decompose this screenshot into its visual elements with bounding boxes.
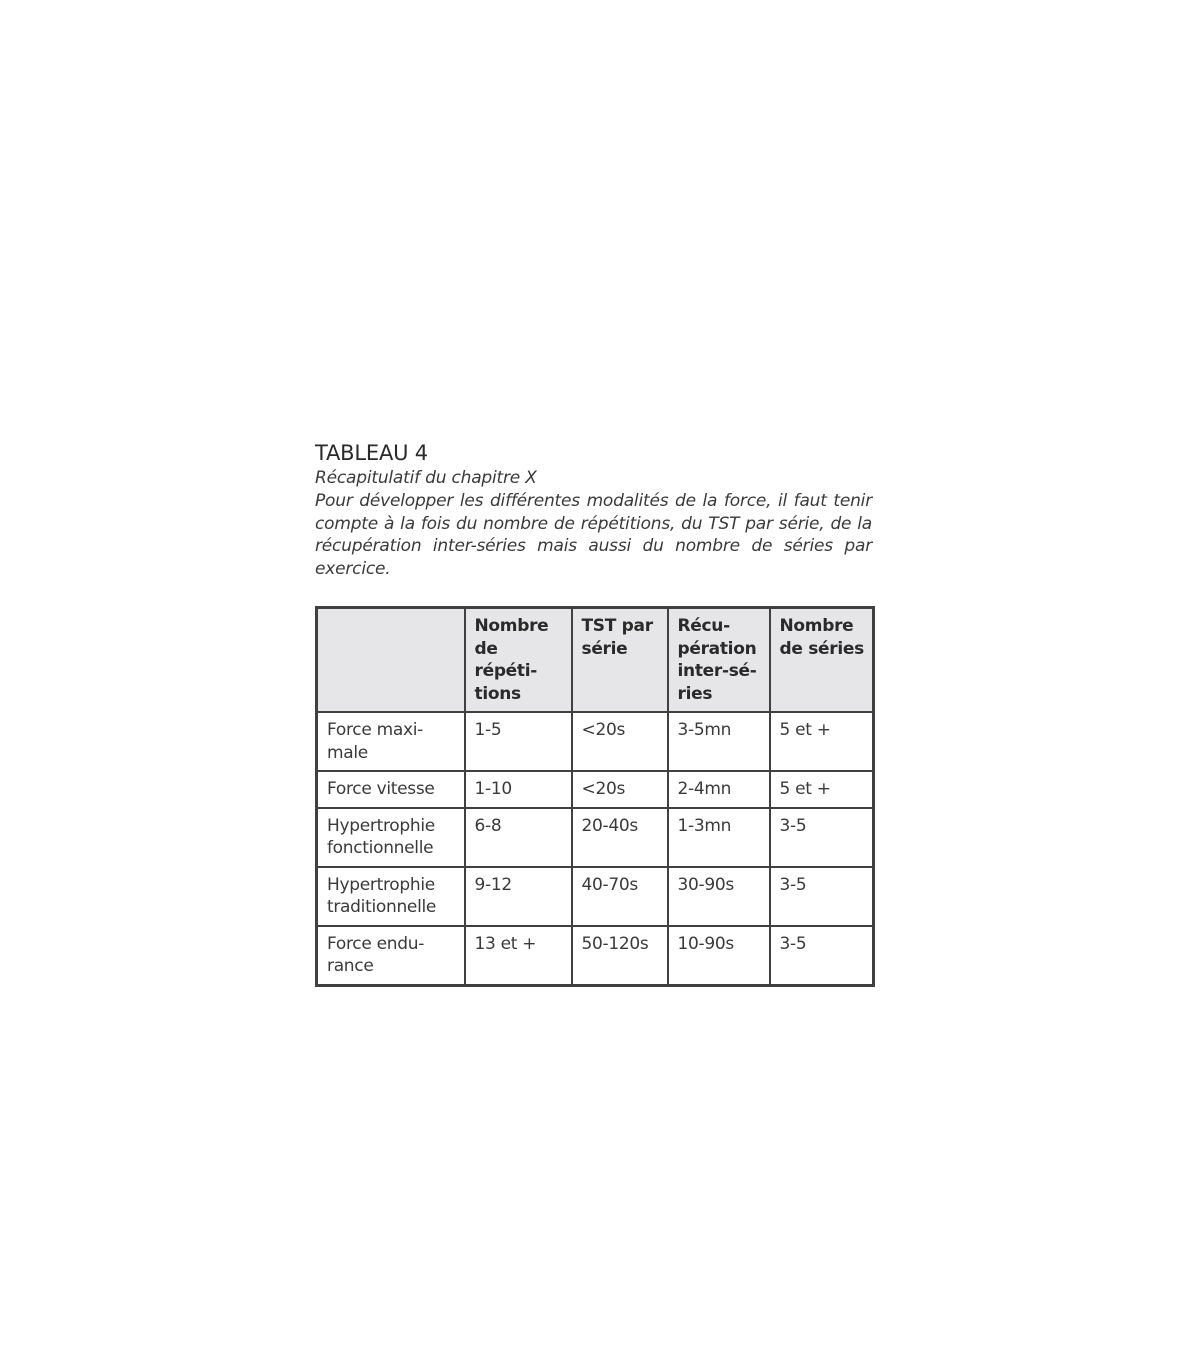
row-label-cell: Force maxi- male: [317, 712, 465, 771]
row-label-cell: Force vitesse: [317, 771, 465, 808]
header-cell-repetitions: Nombre de répéti- tions: [465, 608, 572, 713]
table-cell: <20s: [572, 771, 668, 808]
row-label-cell: Hypertrophie fonctionnelle: [317, 808, 465, 867]
table-cell: <20s: [572, 712, 668, 771]
table-row: [317, 808, 874, 867]
table-cell: 30-90s: [668, 867, 770, 926]
row-label-cell: Hypertrophie traditionnelle: [317, 867, 465, 926]
table-cell: 1-5: [465, 712, 572, 771]
table-subtitle: Récapitulatif du chapitre X: [315, 468, 537, 488]
header-cell-series: Nombre de séries: [770, 608, 874, 713]
table-description: Pour développer les différentes modalités de la force, il faut tenir compte à la fois du nombre de répétitions, du TST par série, de la récupération inter-séries mais aussi du nombre de séries par exercice.: [315, 491, 872, 579]
header-row: [317, 608, 874, 713]
table-cell: 3-5: [770, 867, 874, 926]
header-cell-empty: [317, 608, 465, 713]
table-cell: 5 et +: [770, 771, 874, 808]
table-cell: 10-90s: [668, 926, 770, 986]
table-caption-block: [315, 440, 872, 580]
table-cell: 6-8: [465, 808, 572, 867]
table-cell: 50-120s: [572, 926, 668, 986]
row-label-cell: Force endu- rance: [317, 926, 465, 986]
table-cell: 5 et +: [770, 712, 874, 771]
table-row: [317, 867, 874, 926]
summary-table: [315, 606, 875, 987]
header-cell-tst: TST par série: [572, 608, 668, 713]
table-cell: 1-10: [465, 771, 572, 808]
table-cell: 3-5: [770, 926, 874, 986]
table-cell: 13 et +: [465, 926, 572, 986]
table-cell: 3-5mn: [668, 712, 770, 771]
table-row: [317, 712, 874, 771]
table-cell: 9-12: [465, 867, 572, 926]
table-cell: 2-4mn: [668, 771, 770, 808]
table-row: [317, 771, 874, 808]
header-cell-recuperation: Récu- pération inter-sé- ries: [668, 608, 770, 713]
table-cell: 40-70s: [572, 867, 668, 926]
table-row: [317, 926, 874, 986]
table-cell: 20-40s: [572, 808, 668, 867]
table-cell: 3-5: [770, 808, 874, 867]
table-cell: 1-3mn: [668, 808, 770, 867]
table-title: TABLEAU 4: [315, 441, 428, 465]
